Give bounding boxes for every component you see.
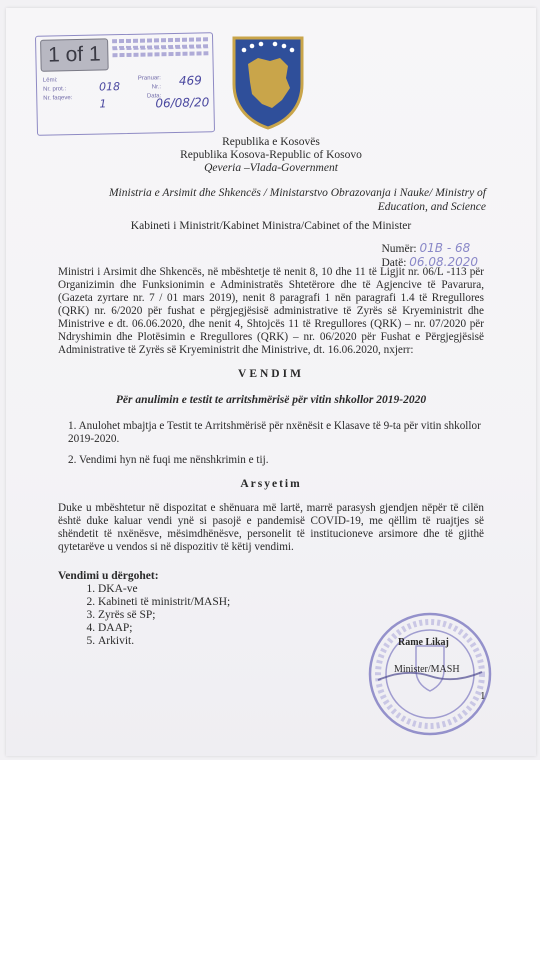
reference-number: Numër: 01B - 68	[381, 241, 471, 255]
decision-item: 1. Anulohet mbajtja e Testit te Arritshmërisë për nxënësit e Klasave të 9-ta për vitin shkollor 2019-2020.	[68, 420, 481, 445]
handwritten-date: 06.08.2020	[409, 255, 478, 269]
signatory-name: Rame Likaj	[398, 637, 449, 648]
recipient-item: 2. Kabineti të ministrit/MASH;	[98, 596, 230, 609]
decision-item: 2. Vendimi hyn në fuqi me nënshkrimin e tij.	[68, 454, 269, 466]
cabinet-name: Kabineti i Ministrit/Kabinet Ministra/Cabinet of the Minister	[130, 220, 412, 232]
decision-title: VENDIM	[238, 368, 304, 380]
handwritten-number: 01B - 68	[419, 241, 471, 255]
stamp-row: Nr. faqeve: Data:	[43, 93, 162, 102]
stamp-handwritten-pages: 1	[99, 97, 107, 111]
blank-area	[0, 760, 540, 960]
page-count-badge: 1 of 1	[40, 38, 109, 71]
recipient-item: 1. DKA-ve	[98, 583, 230, 596]
ministry-name: Ministria e Arsimit dhe Shkencës / Ministarstvo Obrazovanja i Nauke/ Ministry of Education, and Science	[108, 187, 486, 213]
stamp-header-text	[112, 37, 209, 65]
reasoning-paragraph: Duke u mbështetur në dispozitat e shënuara më lartë, marrë parasysh gjendjen nëpër të cilën është duke kaluar vendi ynë si pasojë e pandemisë COVID-19, me qëllim të ruajtjes së shëndetit të nxënësve, mësimdhënësve, personelit të institucioneve arsimore dhe të gjithë qytetarëve u vendos si në dispozitiv të këtij vendimi.	[58, 502, 484, 553]
distribution-list	[58, 570, 230, 648]
preamble-paragraph: Ministri i Arsimit dhe Shkencës, në mbështetje të nenit 8, 10 dhe 11 të Ligjit nr. 06/L -113 për Organizimin dhe Funksionimin e Administratës Shtetërore dhe të Agjencive të Pavarura, (Gazeta zyrtare nr. 7 / 01 mars 2019), nenit 8 paragrafi 1 nën paragrafi 1.4 të Rregullores (QRK) nr. 6/2020 për fushat e përgjegjësisë administrative të Zyrës së Kryeministrit dhe Ministrive e dt. 06.06.2020, dhe nenit 4, Shtojcës 11 të Rregullores (QRK) – nr. 07/2020 për Ndryshimin dhe Plotësimin e Rregullores (QRK) – nr. 06/2020 për Fushat e Përgjegjësisë Administrative të Zyrës së Kryeministrit dhe Ministrive, dt. 16.06.2020, nxjerr:	[58, 266, 484, 356]
stamp-handwritten-code: 018	[98, 80, 121, 94]
distribution-heading: Vendimi u dërgohet:	[58, 570, 159, 582]
signatory-title: Minister/MASH	[394, 664, 460, 675]
stamp-handwritten-date: 06/08/20	[155, 95, 210, 111]
decision-subtitle: Për anulimin e testit te arritshmërisë për vitin shkollor 2019-2020	[115, 394, 427, 406]
registration-stamp	[35, 32, 215, 136]
government-name: Qeveria –Vlada-Government	[204, 162, 338, 174]
kosovo-emblem-icon	[230, 34, 306, 130]
recipient-item: 3. Zyrës së SP;	[98, 609, 230, 622]
country-name: Republika e Kosovës	[222, 136, 320, 148]
reasoning-title: Arsyetim	[240, 478, 302, 490]
page-number: 1	[480, 690, 486, 702]
reference-date: Datë: 06.08.2020	[381, 255, 478, 269]
document-page	[6, 8, 536, 756]
recipient-item: 5. Arkivit.	[98, 635, 230, 648]
recipient-item: 4. DAAP;	[98, 622, 230, 635]
stamp-handwritten-number: 469	[178, 73, 202, 88]
country-name-multilingual: Republika Kosova-Republic of Kosovo	[180, 149, 362, 161]
stamp-row: Lëmi: Pranuar:	[42, 75, 161, 84]
stamp-row: Nr. prot.: Nr.:	[43, 84, 162, 93]
